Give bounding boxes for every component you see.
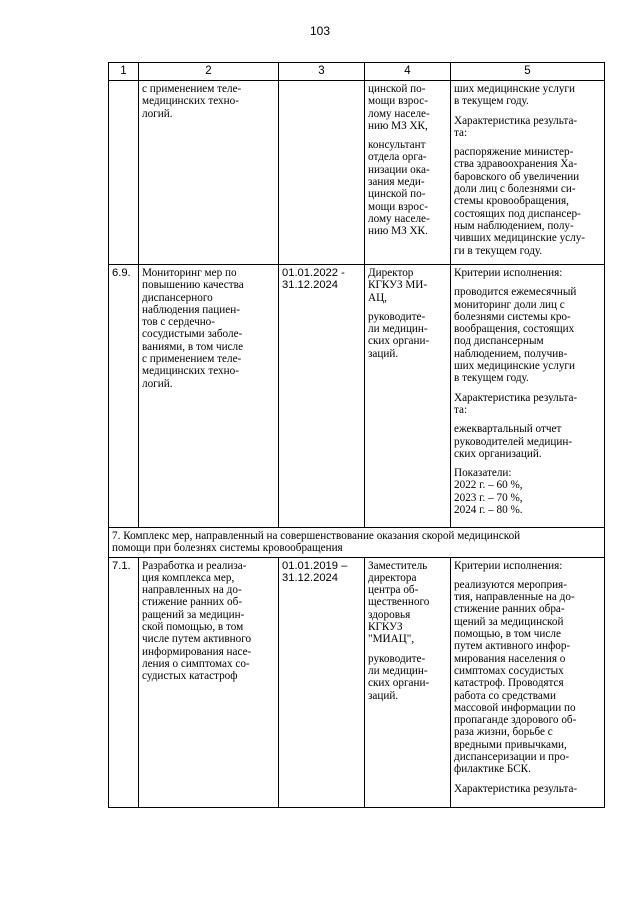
header-col-5: 5 (451, 63, 605, 81)
result-text: Характеристика результа- та: (454, 391, 578, 416)
measure-name-cell: Разработка и реализа- ция комплекса мер, направленных на до- стижение ранних об- ращений за медицин- ской помощью, в том числе путем активного информирования насе- ления о симптомах со- судистых катастроф (139, 557, 279, 807)
result-text: проводится ежемесячный мониторинг доли лиц с болезнями системы кро- вообращения, состоящих под диспансерным наблюдением, получив- ших медицинские услуги в текущем году. (454, 286, 577, 385)
responsible-text: консультант отдела орга- низации ока- зания меди- цинской по- мощи взрос- лому населе- нию МЗ ХК. (368, 139, 430, 238)
row-number-cell: 6.9. (109, 265, 139, 528)
header-col-2: 2 (139, 63, 279, 81)
result-text: Критерии исполнения: (454, 559, 563, 572)
row-number-cell (109, 81, 139, 265)
result-text: Показатели: 2022 г. – 60 %, 2023 г. – 70 %, 2024 г. – 80 %. (454, 467, 523, 517)
header-col-1: 1 (109, 63, 139, 81)
responsible-cell (365, 81, 451, 265)
result-cell (451, 557, 605, 807)
responsible-cell (365, 557, 451, 807)
row-number-cell: 7.1. (109, 557, 139, 807)
result-text: Характеристика результа- (454, 782, 578, 795)
section-heading: 7. Комплекс мер, направленный на совершенствование оказания скорой медицинской помощи при болезнях системы кровообращения (109, 528, 605, 558)
measure-name-cell: Мониторинг мер по повышению качества диспансерного наблюдения пациен- тов с сердечно- сосудистыми заболе- ваниями, в том числе с применением теле- медицинских техно- логий. (139, 265, 279, 528)
table-row-7-1 (109, 557, 605, 807)
period-cell: 01.01.2019 – 31.12.2024 (279, 557, 365, 807)
measures-table (108, 62, 605, 808)
result-text: реализуются мероприя- тия, направленные на до- стижение ранних обра- щений за медицинской помощью, в том числе путем активного инфор- мирования населения о симптомах сосудистых катастроф. Проводятся работа со средствами массовой информации по пропаганде здорового об- раза жизни, борьбе с вредными привычками, диспансеризации и про- филактике БСК. (454, 578, 577, 776)
table-row-6-9 (109, 265, 605, 528)
responsible-text: руководите- ли медицин- ских органи- заций. (368, 652, 430, 702)
result-cell (451, 265, 605, 528)
period-cell (279, 81, 365, 265)
period-cell: 01.01.2022 - 31.12.2024 (279, 265, 365, 528)
result-text: Характеристика результа- та: (454, 114, 578, 139)
page-number: 103 (309, 24, 331, 38)
responsible-text: руководите- ли медицин- ских органи- заций. (368, 310, 430, 360)
responsible-text: Директор КГКУЗ МИ- АЦ, (368, 267, 428, 304)
responsible-text: цинской по- мощи взрос- лому населе- нию МЗ ХК, (368, 83, 430, 132)
measure-name-cell: с применением теле- медицинских техно- логий. (139, 81, 279, 265)
result-text: ежеквартальный отчет руководителей медицин- ских организаций. (454, 423, 573, 460)
table-row-continuation (109, 81, 605, 265)
result-text: ших медицинские услуги в текущем году. (454, 83, 575, 108)
responsible-cell (365, 265, 451, 528)
table-header-row (109, 63, 605, 81)
header-col-3: 3 (279, 63, 365, 81)
section-7-row (109, 528, 605, 558)
header-col-4: 4 (365, 63, 451, 81)
result-cell (451, 81, 605, 265)
responsible-text: Заместитель директора центра об- щественного здоровья КГКУЗ "МИАЦ", (368, 559, 430, 646)
result-text: Критерии исполнения: (454, 267, 563, 279)
result-text: распоряжение министер- ства здравоохранения Ха- баровского об увеличении доли лиц с болезнями си- стемы кровообращения, состоящих под диспансер- ным наблюдением, полу- чивших медицинские услу- ги в текущем году. (454, 146, 586, 257)
